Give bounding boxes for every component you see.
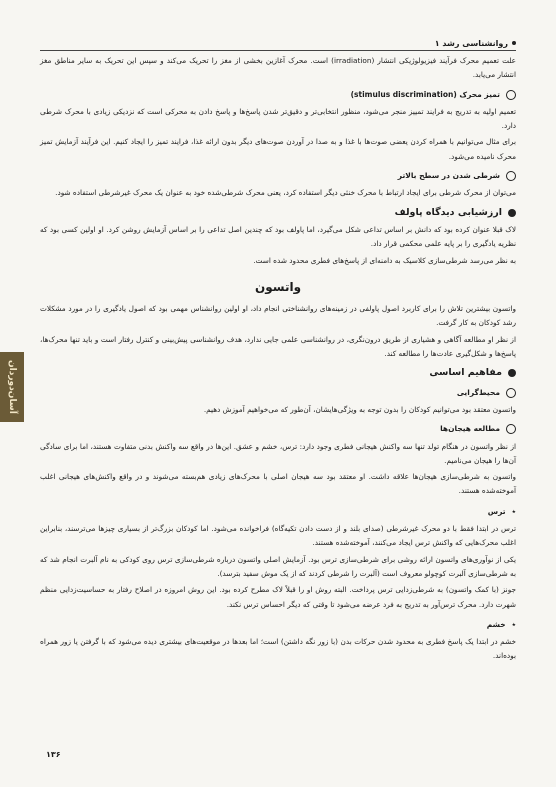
chapter-title: واتسون xyxy=(254,279,302,294)
header-bullet-icon xyxy=(512,41,516,45)
sub-heading xyxy=(40,505,516,519)
paragraph: علت تعمیم محرک فرآیند فیزیولوژیکی انتشار (irradiation) است. محرک آغازین بخشی از مغز را تحریک می‌کند و سپس این تحریک به سایر مناطق مغز انتشار می‌یابد. xyxy=(40,56,517,80)
side-tab-label: آسان‌دوردان xyxy=(7,360,17,414)
circle-bullet-icon xyxy=(506,424,516,434)
section-heading xyxy=(40,422,516,436)
section-heading xyxy=(40,366,516,380)
section-heading xyxy=(40,169,516,183)
paragraph: به نظر می‌رسد شرطی‌سازی کلاسیک به دامنه‌ای از پاسخ‌های فطری محدود شده است. xyxy=(253,255,516,265)
paragraph: تعمیم اولیه به تدریج به فرایند تمییز منجر می‌شود، منظور انتخابی‌تر و دقیق‌تر شدن پاسخ‌ها و پاسخ دادن به محرکی است که نزدیکی زیادی با محرک شرطی دارد. xyxy=(40,106,516,131)
side-tab xyxy=(0,352,24,422)
filled-bullet-icon xyxy=(508,209,516,217)
section-heading xyxy=(40,386,516,400)
paragraph: می‌توان از محرک شرطی برای ایجاد ارتباط با محرک خنثی دیگر استفاده کرد، یعنی محرک شرطی‌شده خود به عنوان یک محرک غیرشرطی استفاده شود. xyxy=(55,188,516,198)
heading-text: شرطی شدن در سطح بالاتر xyxy=(397,171,500,181)
running-header xyxy=(40,30,516,51)
sub-heading xyxy=(40,618,516,632)
paragraph: واتسون به شرطی‌سازی هیجان‌ها علاقه داشت. او معتقد بود سه هیجان اصلی با محرک‌های زیادی هم‌بسته می‌شوند و در واقع واکنش‌های هیجانی اغلب آموخته‌شده هستند. xyxy=(40,472,516,496)
heading-text: ارزشیابی دیدگاه پاولف xyxy=(394,206,502,218)
section-heading xyxy=(40,88,516,102)
heading-text: مفاهیم اساسی xyxy=(429,367,502,379)
circle-bullet-icon xyxy=(506,171,516,181)
paragraph: جونز (با کمک واتسون) به شرطی‌زدایی ترس پرداخت. البته روش او را قبلاً لاک مطرح کرده بود. این روش امروزه در اصلاح رفتار به حساسیت‌زدایی منظم شهرت دارد. محرک ترس‌آور به تدریج به فرد عرضه می‌شود تا وقتی که دیگر احساس ترس نکند. xyxy=(40,585,516,609)
circle-bullet-icon xyxy=(506,388,516,398)
sub-heading-text: خشم xyxy=(486,619,506,629)
paragraph: برای مثال می‌توانیم با همراه کردن یعضی صوت‌ها با غذا و به صدا در آوردن صوت‌های دیگر بدون ارائه غذا، فرایند تمیز را ایجاد کنیم. این فرآیند آزمایش تمیز محرک نامیده می‌شود. xyxy=(40,137,516,161)
star-bullet-icon: ٭ xyxy=(511,619,516,629)
sub-heading-text: ترس xyxy=(487,506,506,516)
paragraph: واتسون بیشترین تلاش را برای کاربرد اصول پاولفی در زمینه‌های روانشناختی انجام داد، او اولین روانشناس مهمی بود که اصول یادگیری را در مورد مشکلات رشد کودکان به کار گرفت. xyxy=(40,304,516,328)
page-content xyxy=(40,54,516,666)
paragraph: یکی از نوآوری‌های واتسون ارائه روشی برای شرطی‌سازی ترس بود. آزمایش اصلی واتسون درباره شرطی‌سازی ترس روی کودکی به نام آلبرت انجام شد که به شرطی‌سازی آلبرت کوچولو معروف است (آلبرت را شرطی کردند که از یک موش سفید بترسد). xyxy=(40,554,516,578)
paragraph: از نظر او مطالعه آگاهی و هشیاری از طریق درون‌نگری، در روانشناسی علمی جایی ندارد، هدف روانشناسی پیش‌بینی و کنترل رفتار است و باید تنها محرک‌ها، پاسخ‌ها و شکل‌گیری عادت‌ها را مطالعه کند. xyxy=(40,334,516,359)
paragraph: ترس در ابتدا فقط با دو محرک غیرشرطی (صدای بلند و از دست دادن تکیه‌گاه) فراخوانده می‌شود. اما کودکان بزرگ‌تر از بسیاری چیزها می‌ترسند، بنابراین اغلب محرک‌هایی که واکنش ترس ایجاد می‌کنند، آموخته‌شده هستند. xyxy=(40,524,516,548)
heading-text: تمیز محرک (stimulus discrimination) xyxy=(350,89,500,99)
star-bullet-icon: ٭ xyxy=(511,506,516,516)
circle-bullet-icon xyxy=(506,90,516,100)
section-heading xyxy=(40,206,516,220)
page-number: ۱۳۶ xyxy=(46,750,61,759)
paragraph: لاک قبلا عنوان کرده بود که دانش بر اساس تداعی شکل می‌گیرد، اما پاولف بود که چندین اصل تداعی را بر اساس آزمایش روشن کرد. او اولین کسی بود که نظریه یادگیری را بر پایه علمی محکمی قرار داد. xyxy=(40,224,516,249)
paragraph: خشم در ابتدا یک پاسخ فطری به محدود شدن حرکات بدن (با زور نگه داشتن) است؛ اما بعدها در موقعیت‌های بیشتری دیده می‌شود که با گرفتن یا زور همراه بوده‌اند. xyxy=(40,637,516,661)
heading-text: مطالعه هیجان‌ها xyxy=(440,424,500,434)
paragraph: واتسون معتقد بود می‌توانیم کودکان را بدون توجه به ویژگی‌هایشان، آن‌طور که می‌خواهیم آموزش دهیم. xyxy=(203,404,516,414)
filled-bullet-icon xyxy=(508,369,516,377)
header-title: روانشناسی رشد ۱ xyxy=(434,39,508,48)
paragraph: از نظر واتسون در هنگام تولد تنها سه واکنش هیجانی فطری وجود دارد: ترس، خشم و عشق. این‌ها در واقع سه واکنش بدنی متفاوت هستند، اما برای سادگی آن‌ها را هیجان می‌نامیم. xyxy=(40,441,516,465)
heading-text: محیط‌گرایی xyxy=(456,387,500,397)
